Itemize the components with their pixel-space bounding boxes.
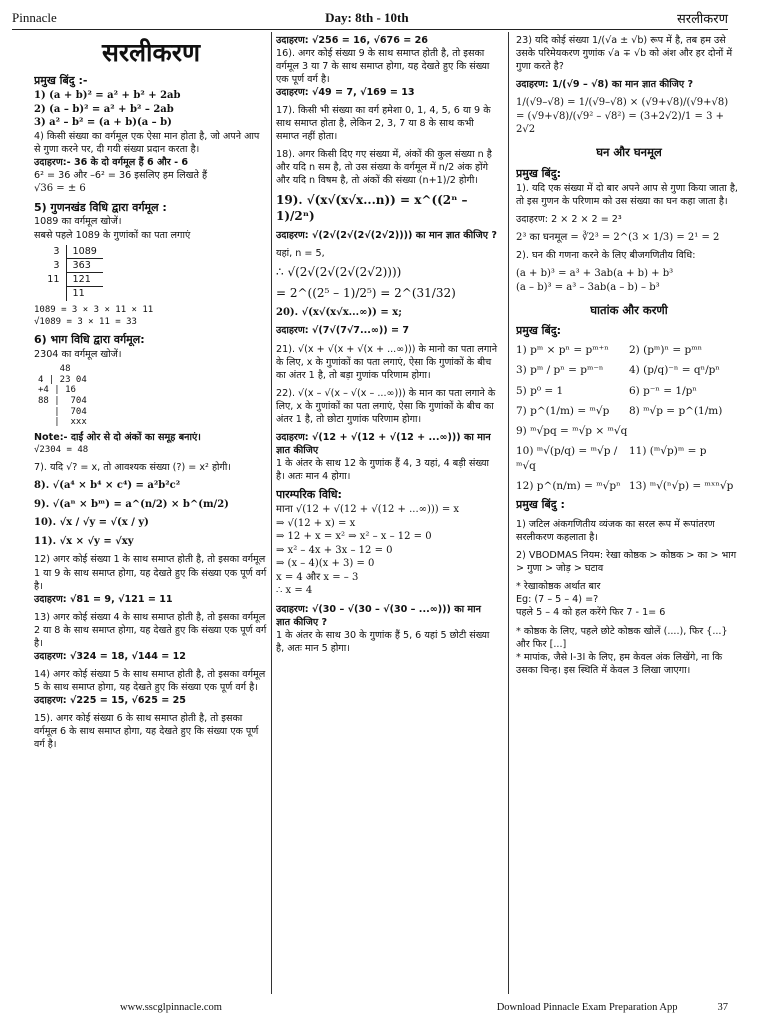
point-18: 18). अगर किसी दिए गए संख्या में, अंकों की कुल संख्या n है और यदि n सम है, तो उस संख्या के वर्गमूल में n/2 अंक होंगे और यदि n विषम है, तो अंकों की संख्या (n+1)/2 होगी।	[276, 149, 492, 187]
cube-heading: घन और घनमूल	[596, 144, 662, 159]
point-19-example: उदाहरण: √(2√(2√(2√(2√2)))) का मान ज्ञात कीजिए ?	[276, 230, 497, 242]
exponent-rules	[516, 343, 742, 493]
example-2: उदाहरण: √(30 – √(30 – √(30 – ...∞))) का मान ज्ञात कीजिए ?	[276, 604, 481, 629]
cube-example: उदाहरण: 2 × 2 × 2 = 2³	[516, 213, 622, 225]
trad-step-6: x = 4 और x = – 3	[276, 571, 359, 583]
trad-step-7: ∴ x = 4	[276, 585, 313, 597]
column-3	[516, 34, 742, 994]
point-20: 20). √(x√(x√x...∞)) = x;	[276, 306, 402, 318]
rule-item	[629, 424, 742, 438]
point-7: 7). यदि √? = x, तो आवश्यक संख्या (?) = x² होगी।	[34, 462, 232, 474]
point-14: 14) अगर कोई संख्या 5 के साथ समाप्त होती है, तो इसका वर्गमूल 5 के साथ समाप्त होगा, यह देखते हुए कि संख्या एक पूर्ण वर्ग है।	[34, 668, 266, 693]
rule-item: 4) (p/q)⁻ⁿ = qⁿ/pⁿ	[629, 364, 720, 377]
simplification-key-points: प्रमुख बिंदु :	[516, 498, 565, 512]
rule-item: 9) ᵐ√pq = ᵐ√p × ᵐ√q	[516, 425, 628, 438]
cube-key-points: प्रमुख बिंदु:	[516, 166, 562, 180]
point-10: 10). √x / √y = √(x / y)	[34, 517, 149, 529]
point-20-example: उदाहरण: √(7√(7√7...∞)) = 7	[276, 325, 410, 337]
footer-app-promo: Download Pinnacle Exam Preparation App	[496, 1001, 678, 1013]
cube-formula-2: (a – b)³ = a³ – 3ab(a – b) – b³	[516, 281, 660, 293]
point-23-step-2: = (√9+√8)/(√9² – √8²) = (3+2√2)/1 = 3 + 2√2	[516, 110, 724, 136]
point-4: 4) किसी संख्या का वर्गमूल एक ऐसा मान होता है, जो अपने आप से गुणा करने पर, दी गयी संख्या प्रदान करता है।	[34, 130, 260, 155]
column-divider	[508, 32, 509, 994]
rule-item: 2) (pᵐ)ⁿ = pᵐⁿ	[629, 344, 703, 357]
section-6-heading: 6) भाग विधि द्वारा वर्गमूल:	[34, 333, 145, 347]
page-footer	[120, 998, 728, 1016]
point-23-step-1: 1/(√9–√8) = 1/(√9–√8) × (√9+√8)/(√9+√8)	[516, 97, 729, 109]
trad-step-3: ⇒ 12 + x = x² ⇒ x² – x – 12 = 0	[276, 531, 432, 543]
point-23-example: उदाहरण: 1/(√9 – √8) का मान ज्ञात कीजिए ?	[516, 79, 694, 91]
column-1	[34, 34, 268, 994]
section-5-heading: 5) गुणनखंड विधि द्वारा वर्गमूल :	[34, 200, 167, 214]
trad-step-5: ⇒ (x – 4)(x + 3) = 0	[276, 558, 375, 570]
simplification-point-2: 2) VBODMAS नियम: रेखा कोष्ठक > कोष्ठक > का > भाग > गुणा > जोड़ > घटाव	[516, 550, 737, 575]
point-15: 15). अगर कोई संख्या 6 के साथ समाप्त होती है, तो इसका वर्गमूल 6 के साथ समाप्त होगा, यह देखते हुए कि संख्या एक पूर्ण वर्ग है।	[34, 713, 259, 751]
rule-item: 1) pᵐ × pⁿ = pᵐ⁺ⁿ	[516, 344, 609, 357]
traditional-method-heading: पारम्परिक विधि:	[276, 487, 342, 501]
cube-point-2: 2). घन की गणना करने के लिए बीजगणितीय विधि:	[516, 250, 696, 262]
simplification-point-3: * रेखाकोष्ठक अर्थात बार	[516, 581, 601, 593]
column-divider	[271, 32, 272, 994]
point-16: 16). अगर कोई संख्या 9 के साथ समाप्त होती है, तो इसका वर्गमूल 3 या 7 के साथ समाप्त होगा, यह देखते हुए कि संख्या एक पूर्ण वर्ग है।	[276, 48, 490, 86]
point-12-example: उदाहरण: √81 = 9, √121 = 11	[34, 593, 173, 605]
example-2-answer: 1 के अंतर के साथ 30 के गुणांक हैं 5, 6 यहां 5 छोटी संख्या है, अतः मान 5 होगा।	[276, 630, 490, 655]
point-8: 8). √(a⁴ × b⁴ × c⁴) = a²b²c²	[34, 480, 181, 492]
point-22-example: उदाहरण: √(12 + √(12 + √(12 + ...∞))) का मान ज्ञात कीजिए	[276, 431, 491, 456]
point-19: 19). √(x√(x√x...n)) = x^((2ⁿ – 1)/2ⁿ)	[276, 192, 468, 223]
point-23: 23) यदि कोई संख्या 1/(√a ± √b) रूप में है, तब हम उसे उसके परिमेयकरण गुणांक √a ∓ √b को अंश और हर दोनों में गुणा करते है?	[516, 35, 733, 73]
column-2	[276, 34, 498, 994]
point-13: 13) अगर कोई संख्या 4 के साथ समाप्त होती है, तो इसका वर्गमूल 2 या 8 के साथ समाप्त होगा, यह देखते हुए कि संख्या एक पूर्ण वर्ग है।	[34, 611, 267, 649]
rule-item: 3) pᵐ / pⁿ = pᵐ⁻ⁿ	[516, 364, 604, 377]
trad-step-4: ⇒ x² – 4x + 3x – 12 = 0	[276, 544, 393, 556]
point-13-example: उदाहरण: √324 = 18, √144 = 12	[34, 650, 186, 662]
section-5-result-2: √1089 = 3 × 11 = 33	[34, 316, 137, 327]
note: Note:- दाईं ओर से दो अंकों का समूह बनाएं।	[34, 431, 201, 443]
simplification-point-1: 1) जटिल अंकगणितीय व्यंजक का सरल रूप में रूपांतरण सरलीकरण कहलाता है।	[516, 519, 715, 544]
exponent-heading: घातांक और करणी	[590, 302, 668, 317]
header-topic: सरलीकरण	[677, 10, 728, 26]
point-4-example-2: 6² = 36 और –6² = 36 इसलिए हम लिखते हैं	[34, 169, 208, 181]
point-17: 17). किसी भी संख्या का वर्ग हमेशा 0, 1, 4, 5, 6 या 9 के साथ समाप्त होता है, लेकिन 2, 3, 7 या 8 के साथ कभी समाप्त नहीं होता।	[276, 105, 491, 143]
factor-division-table: 3 1089 3 363 11 121 11	[40, 245, 103, 301]
exponent-key-points: प्रमुख बिंदु:	[516, 324, 562, 338]
key-points-heading: प्रमुख बिंदु :-	[34, 74, 88, 87]
cube-example-2: 2³ का घनमूल = ∛2³ = 2^(3 × 1/3) = 2¹ = 2	[516, 231, 720, 243]
simplification-point-5: * मापांक, जैसे I-3I के लिए, हम केवल अंक लिखेंगे, ना कि उसका चिन्ह। इस स्थिति में केवल 3 लिखा जाएगा।	[516, 651, 723, 676]
point-19-step-2: = 2^((2⁵ – 1)/2⁵) = 2^(31/32)	[276, 285, 456, 300]
formula-1: 1) (a + b)² = a² + b² + 2ab	[34, 89, 181, 101]
section-5-line-1: 1089 का वर्गमूल खोजें।	[34, 216, 122, 228]
rule-item: 10) ᵐ√(p/q) = ᵐ√p / ᵐ√q	[516, 445, 618, 472]
point-9: 9). √(aⁿ × bᵐ) = a^(n/2) × b^(m/2)	[34, 498, 229, 510]
point-11: 11). √x × √y = √xy	[34, 535, 134, 547]
header-day-range: Day: 8th - 10th	[325, 9, 409, 25]
trad-step-1: माना √(12 + √(12 + √(12 + ...∞))) = x	[276, 503, 460, 515]
point-4-example: उदाहरण:- 36 के दो वर्गमूल हैं 6 और - 6	[34, 156, 189, 168]
point-19-step-1: ∴ √(2√(2√(2√(2√2))))	[276, 265, 402, 280]
point-12: 12) अगर कोई संख्या 1 के साथ समाप्त होती है, तो इसका वर्गमूल 1 या 9 के साथ समाप्त होगा, यह देखते हुए कि संख्या एक पूर्ण वर्ग है।	[34, 554, 267, 592]
section-5-line-2: सबसे पहले 1089 के गुणांकों का पता लगाएं	[34, 229, 191, 241]
header-brand: Pinnacle	[12, 9, 57, 25]
note-result: √2304 = 48	[34, 444, 89, 455]
point-19-n: यहां, n = 5,	[276, 248, 325, 260]
page-header	[12, 6, 728, 30]
rule-item: 11) (ᵐ√p)ᵐ = p	[629, 445, 707, 458]
formula-3: 3) a² – b² = (a + b)(a – b)	[34, 117, 172, 129]
point-4-example-3: √36 = ± 6	[34, 182, 86, 194]
rule-item: 6) p⁻ⁿ = 1/pⁿ	[629, 384, 697, 397]
point-15-example: उदाहरण: √256 = 16, √676 = 26	[276, 35, 428, 46]
rule-item: 12) p^(n/m) = ᵐ√pⁿ	[516, 479, 621, 492]
page-title: सरलीकरण	[101, 38, 201, 67]
point-22-example-answer: 1 के अंतर के साथ 12 के गुणांक हैं 4, 3 यहां, 4 बड़ी संख्या है। अतः मान 4 होगा।	[276, 457, 490, 482]
point-21: 21). √(x + √(x + √(x + ...∞))) के मानो का पता लगाने के लिए, x के गुणांकों का पता लगाएं, ऐसा कि गुणांकों के बीच का अंतर 1 है, तो बड़ा गुणांक परिणाम होगा।	[276, 343, 498, 381]
section-5-result-1: 1089 = 3 × 3 × 11 × 11	[34, 304, 154, 315]
cube-point-1: 1). यदि एक संख्या में दो बार अपने आप से गुणा किया जाता है, तो इस गुणन के परिणाम को उस संख्या का घन कहा जाता है।	[516, 182, 738, 207]
simplification-eg-answer: पहले 5 – 4 को हल करेंगे फिर 7 - 1= 6	[516, 607, 666, 619]
page-number: 37	[717, 1001, 728, 1013]
formula-2: 2) (a – b)² = a² + b² – 2ab	[34, 103, 174, 115]
section-6-line-1: 2304 का वर्गमूल खोजें।	[34, 349, 122, 361]
simplification-point-4: * कोष्ठक के लिए, पहले छोटे कोष्ठक खोलें (....), फिर {...} और फिर [...]	[516, 625, 728, 650]
rule-item: 7) p^(1/m) = ᵐ√p	[516, 404, 610, 417]
long-division: 48 4 | 23 04 +4 | 16 88 | 704 | 704 | xxx	[38, 364, 87, 428]
rule-item: 13) ᵐ√(ⁿ√p) = ᵐˣⁿ√p	[629, 479, 734, 492]
point-22: 22). √(x – √(x – √(x – ...∞))) के मान का पता लगाने के लिए, x के गुणांकों का पता लगाएं, ऐसा कि गुणांकों के बीच का अंतर 1 है, तो छोटा गुणांक परिणाम होगा।	[276, 387, 496, 425]
rule-item: 5) p⁰ = 1	[516, 384, 564, 397]
footer-website[interactable]: www.sscglpinnacle.com	[120, 1001, 222, 1013]
trad-step-2: ⇒ √(12 + x) = x	[276, 517, 356, 529]
cube-formula-1: (a + b)³ = a³ + 3ab(a + b) + b³	[516, 268, 674, 280]
point-16-example: उदाहरण: √49 = 7, √169 = 13	[276, 87, 415, 99]
simplification-eg: Eg: (7 – 5 – 4) =?	[516, 594, 599, 606]
rule-item: 8) ᵐ√p = p^(1/m)	[629, 404, 723, 417]
point-14-example: उदाहरण: √225 = 15, √625 = 25	[34, 694, 186, 706]
